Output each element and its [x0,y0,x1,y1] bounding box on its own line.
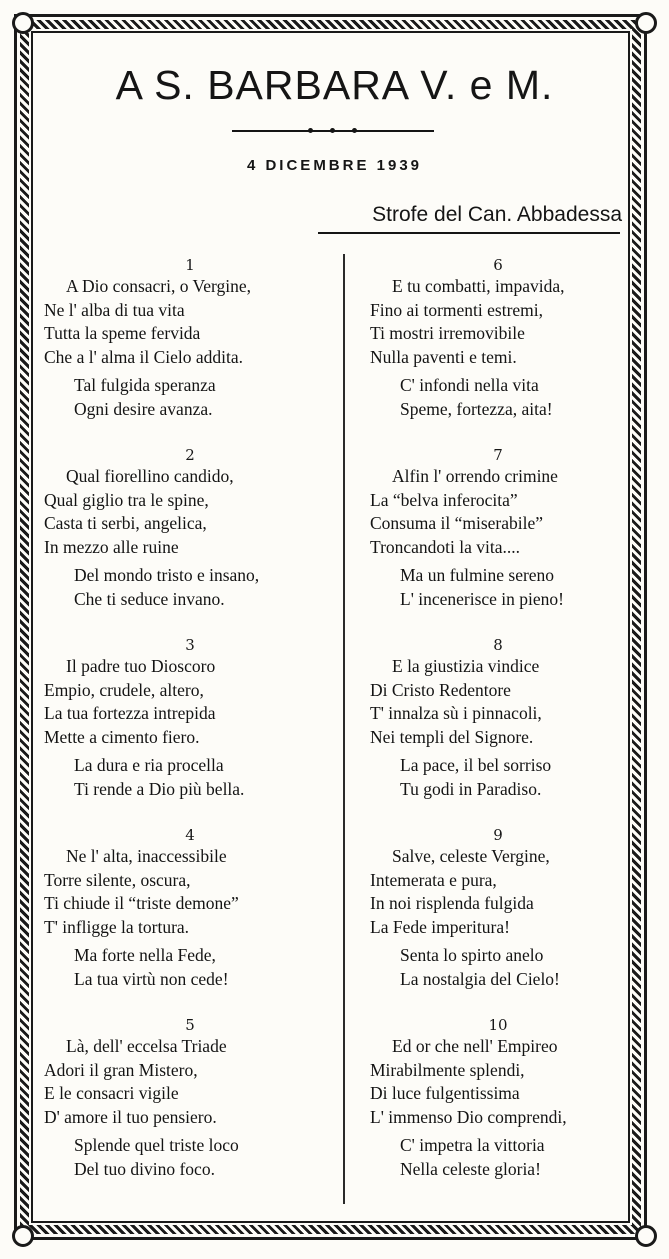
verse-line: In mezzo alle ruine [44,536,179,557]
couplet-line: Che ti seduce invano. [74,588,225,609]
verse-line: A Dio consacri, o Vergine, [66,276,252,296]
verse-line: Intemerata e pura, [370,869,497,890]
verse-line: Nei templi del Signore. [370,726,534,747]
couplet [370,1134,626,1181]
divider-dot [330,128,335,133]
corner-ornament [12,1225,34,1247]
couplet [370,754,626,801]
stanza-number: 6 [493,256,503,274]
stanza [44,825,336,1015]
verse-line: T' infligge la tortura. [44,916,190,937]
verse-line: In noi risplenda fulgida [370,893,534,913]
couplet [44,754,336,801]
date: 4 DICEMBRE 1939 [246,157,423,174]
verse-line: La tua fortezza intrepida [44,703,216,723]
couplet-line: La pace, il bel sorriso [400,755,552,775]
stanza [370,1015,626,1205]
verse-line: Salve, celeste Vergine, [392,846,550,866]
stanza [44,635,336,825]
stanza-number: 7 [493,446,503,464]
stanza-number: 4 [185,826,195,844]
stanza-number: 2 [185,446,195,464]
verse-line: E la giustizia vindice [392,656,540,676]
verse-line: Empio, crudele, altero, [44,679,204,700]
corner-ornament [635,12,657,34]
couplet [370,944,626,991]
verse-line: E le consacri vigile [44,1083,179,1103]
verse-line: Mette a cimento fiero. [44,726,200,747]
verse-line: Consuma il “miserabile” [370,513,544,533]
verse-line: L' immenso Dio comprendi, [370,1106,567,1127]
couplet [44,374,336,421]
verse-line: Di Cristo Redentore [370,679,511,700]
couplet-line: Del tuo divino foco. [74,1158,215,1179]
author-underline [318,232,620,234]
verse-line: Ti chiude il “triste demone” [44,893,239,913]
couplet-line: La nostalgia del Cielo! [400,968,560,989]
verse-line: Ed or che nell' Empireo [392,1036,558,1056]
couplet-line: L' incenerisce in pieno! [400,588,564,609]
stanza [44,1015,336,1205]
stanza [44,445,336,635]
couplet-line: Ma un fulmine sereno [400,565,555,585]
couplet [44,1134,336,1181]
couplet [44,564,336,611]
couplet-line: Del mondo tristo e insano, [74,565,260,585]
stanza-number: 1 [185,256,195,274]
stanza [370,255,626,445]
verse-line: Torre silente, oscura, [44,869,191,890]
verse-line: Mirabilmente splendi, [370,1059,525,1080]
couplet-line: Senta lo spirto anelo [400,945,544,965]
couplet-line: La dura e ria procella [74,755,224,775]
divider-dot [352,128,357,133]
verse-line: La “belva inferocita” [370,489,518,510]
stanza-number: 9 [493,826,503,844]
couplet-line: C' impetra la vittoria [400,1135,545,1155]
verse-line: D' amore il tuo pensiero. [44,1106,217,1127]
stanza [370,635,626,825]
verse-line: Di luce fulgentissima [370,1083,520,1103]
couplet-line: La tua virtù non cede! [74,968,229,989]
corner-ornament [635,1225,657,1247]
verse-line: Adori il gran Mistero, [44,1059,198,1080]
verse-line: Il padre tuo Dioscoro [66,656,216,676]
verse-line: Tutta la speme fervida [44,323,201,343]
column-divider [343,254,345,1204]
verse-line: Qual giglio tra le spine, [44,489,209,510]
verse-line: Che a l' alma il Cielo addita. [44,346,244,367]
verse-line: Alfin l' orrendo crimine [392,466,558,486]
stanza [44,255,336,445]
stanza-number: 5 [185,1016,195,1034]
stanza [370,825,626,1015]
corner-ornament [12,12,34,34]
verse-line: La Fede imperitura! [370,916,510,937]
couplet-line: Nella celeste gloria! [400,1158,541,1179]
stanza-number: 3 [185,636,195,654]
verse-line: Ne l' alba di tua vita [44,299,185,320]
page-title: A S. BARBARA V. e M. [115,62,554,108]
couplet-line: Ogni desire avanza. [74,398,213,419]
right-column [370,255,626,1205]
verse-line: Ne l' alta, inaccessibile [66,846,227,866]
author-line: Strofe del Can. Abbadessa [372,203,622,226]
couplet-line: Tal fulgida speranza [74,375,216,395]
couplet [370,564,626,611]
title-divider [232,130,434,132]
verse-line: Ti mostri irremovibile [370,323,525,343]
verse-line: Nulla paventi e temi. [370,346,517,367]
couplet [370,374,626,421]
verse-line: T' innalza sù i pinnacoli, [370,703,542,723]
divider-dot [308,128,313,133]
couplet-line: Splende quel triste loco [74,1135,239,1155]
stanza-number: 8 [493,636,503,654]
couplet [44,944,336,991]
couplet-line: Speme, fortezza, aita! [400,398,553,419]
left-column [44,255,336,1205]
verse-line: Casta ti serbi, angelica, [44,513,207,533]
stanza-number: 10 [488,1016,508,1034]
verse-line: Fino ai tormenti estremi, [370,299,544,320]
verse-line: E tu combatti, impavida, [392,276,565,296]
stanza [370,445,626,635]
verse-line: Là, dell' eccelsa Triade [66,1036,227,1056]
verse-line: Troncandoti la vita.... [370,536,521,557]
couplet-line: Ti rende a Dio più bella. [74,778,245,799]
couplet-line: Tu godi in Paradiso. [400,778,542,799]
couplet-line: C' infondi nella vita [400,375,539,395]
couplet-line: Ma forte nella Fede, [74,945,216,965]
verse-line: Qual fiorellino candido, [66,466,234,486]
